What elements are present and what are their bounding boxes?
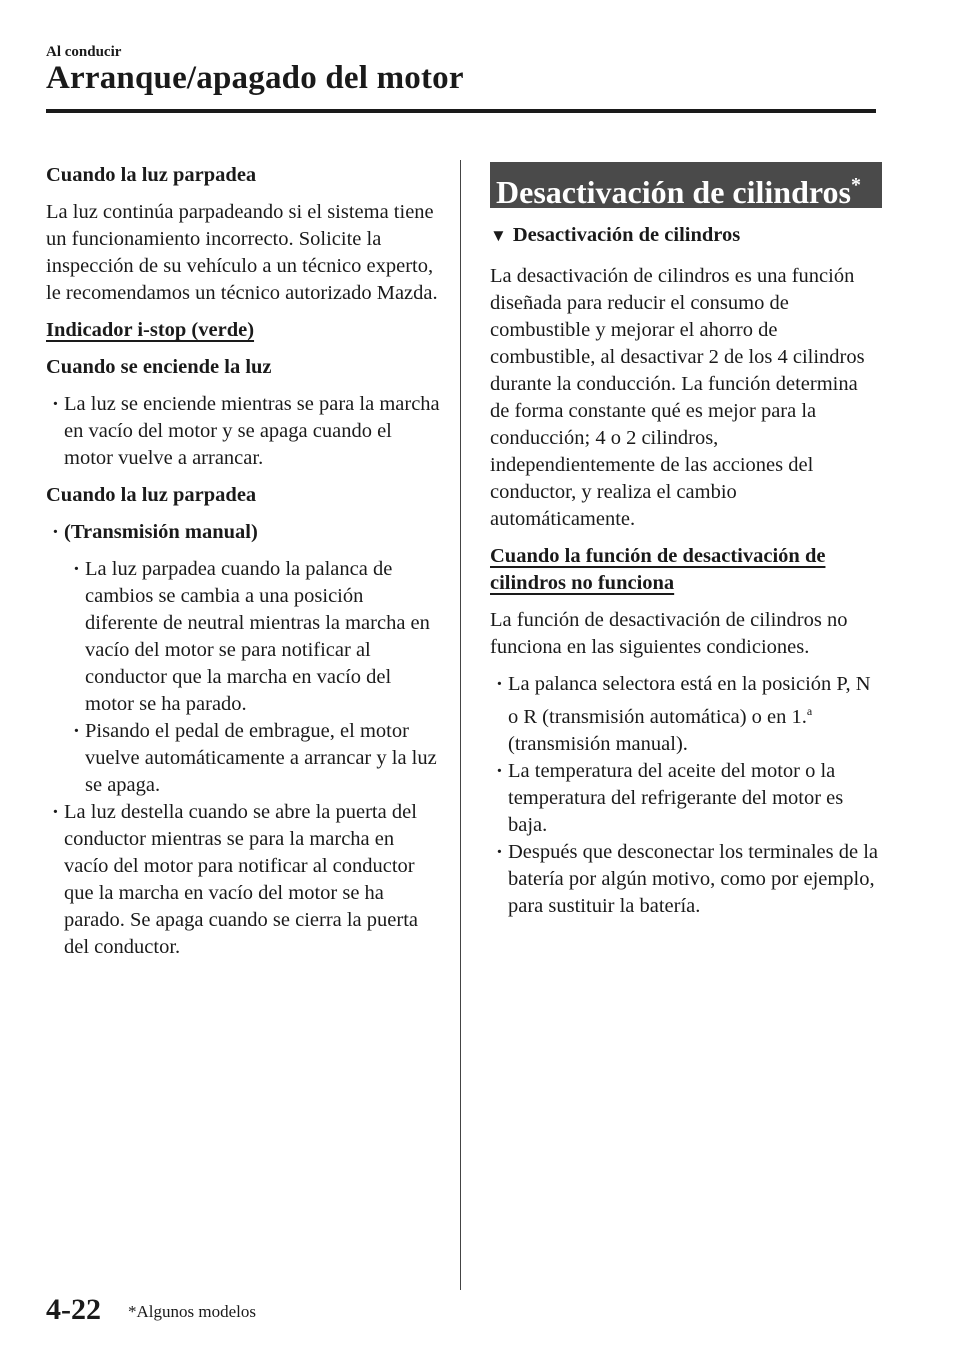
paragraph-funcionamiento: La luz continúa parpadeando si el sistema tiene un funcionamiento incorrecto. Solicite la inspección de su vehículo a un técnico experto, le recomendamos un técnico autorizado Mazda. (46, 201, 438, 304)
title-rule (46, 109, 876, 113)
bullet-palanca-text-end: (transmisión manual). (508, 733, 688, 755)
subheading (490, 222, 882, 249)
banner-title: Desactivación de cilindros (496, 174, 851, 210)
left-column (46, 162, 441, 961)
bullet-bateria: · Después que desconectar los terminales de la batería por algún motivo, como por ejemplo, para sustituir la batería. (490, 839, 882, 920)
heading-se-enciende: Cuando se enciende la luz (46, 356, 272, 378)
heading-luz-parpadea-2: Cuando la luz parpadea (46, 484, 257, 506)
bullet-temperatura: · La temperatura del aceite del motor o la temperatura del refrigerante del motor es baja. (490, 758, 882, 839)
bullet-pedal-embrague: · Pisando el pedal de embrague, el motor vuelve automáticamente a arrancar y la luz se apaga. (67, 718, 441, 799)
ordinal-superscript: a (806, 704, 813, 718)
section-banner (490, 162, 882, 208)
paragraph-desactivacion: La desactivación de cilindros es una función diseñada para reducir el consumo de combustible y mejorar el ahorro de combustible, al desactivar 2 de los 4 cilindros durante la conducción. La función determina de forma constante qué es mejor para la conducción; 4 o 2 cilindros, independientemente de las acciones del conductor, y realiza el cambio automáticamente. (490, 265, 865, 530)
page-title: Arranque/apagado del motor (46, 60, 464, 96)
section-label: Al conducir (46, 44, 122, 60)
banner-asterisk: * (850, 174, 861, 196)
bullet-palanca-cambios: · La luz parpadea cuando la palanca de cambios se cambia a una posición diferente de neutral mientras la marcha en vacío del motor se para notificar al conductor que la marcha en vacío del motor se ha parado. (67, 556, 441, 718)
bullet-transmision-manual: · (Transmisión manual) (46, 519, 441, 546)
footnote: *Algunos modelos (128, 1302, 256, 1321)
triangle-down-icon: ▼ (490, 226, 507, 245)
bullet-palanca-selectora (490, 671, 882, 758)
paragraph-condiciones: La función de desactivación de cilindros no funciona en las siguientes condiciones. (490, 609, 848, 658)
heading-luz-parpadea: Cuando la luz parpadea (46, 164, 257, 186)
heading-indicador-istop: Indicador i-stop (verde) (46, 319, 255, 341)
right-column (490, 162, 882, 920)
heading-no-funciona: Cuando la función de desactivación de cilindros no funciona (490, 545, 826, 594)
bullet-puerta-conductor: · La luz destella cuando se abre la puerta del conductor mientras se para la marcha en vacío del motor para notificar al conductor que la marcha en vacío del motor se ha parado. Se apaga cuando se cierra la puerta del conductor. (46, 799, 441, 961)
bullet-palanca-text: La palanca selectora está en la posición P, N o R (transmisión automática) o en 1. (508, 673, 871, 728)
column-divider (460, 160, 461, 1290)
bullet-se-enciende: · La luz se enciende mientras se para la marcha en vacío del motor y se apaga cuando el motor vuelve a arrancar. (46, 391, 441, 472)
subheading-text: Desactivación de cilindros (512, 224, 741, 246)
page-number: 4-22 (46, 1293, 101, 1326)
